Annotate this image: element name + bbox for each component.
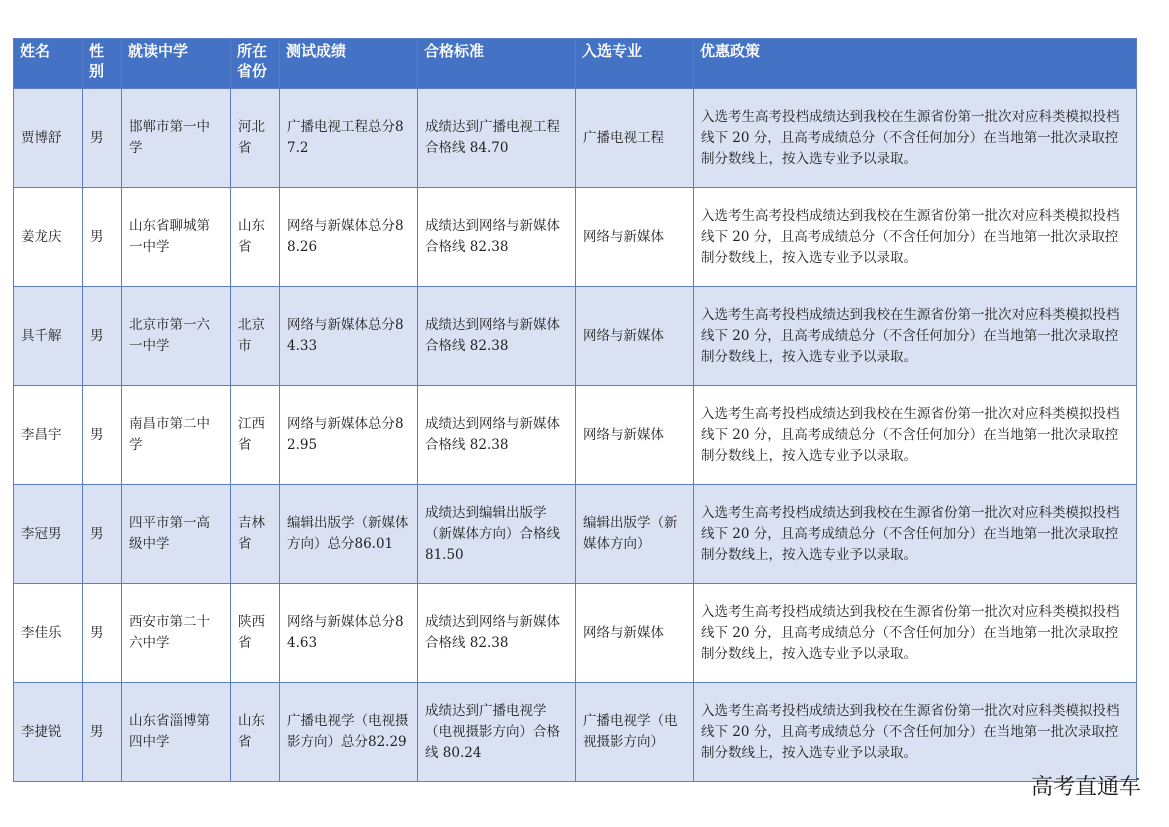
cell-test-score: 网络与新媒体总分88.26 — [280, 188, 418, 287]
table-row — [14, 287, 1137, 386]
cell-qualification: 成绩达到网络与新媒体合格线 82.38 — [418, 287, 576, 386]
cell-province: 北京市 — [231, 287, 280, 386]
cell-qualification: 成绩达到网络与新媒体合格线 82.38 — [418, 188, 576, 287]
cell-test-score: 编辑出版学（新媒体方向）总分86.01 — [280, 485, 418, 584]
cell-qualification: 成绩达到广播电视学（电视摄影方向）合格线 80.24 — [418, 683, 576, 782]
cell-qualification: 成绩达到广播电视工程合格线 84.70 — [418, 89, 576, 188]
cell-province: 山东省 — [231, 188, 280, 287]
watermark-text: 高考直通车 — [1030, 775, 1141, 800]
cell-province: 山东省 — [231, 683, 280, 782]
cell-gender: 男 — [83, 485, 122, 584]
cell-name: 李昌宇 — [14, 386, 83, 485]
cell-qualification: 成绩达到网络与新媒体合格线 82.38 — [418, 386, 576, 485]
cell-school: 四平市第一高级中学 — [122, 485, 231, 584]
cell-test-score: 网络与新媒体总分82.95 — [280, 386, 418, 485]
cell-province: 江西省 — [231, 386, 280, 485]
cell-gender: 男 — [83, 287, 122, 386]
header-gender: 性别 — [83, 39, 122, 89]
cell-school: 北京市第一六一中学 — [122, 287, 231, 386]
cell-qualification: 成绩达到编辑出版学（新媒体方向）合格线 81.50 — [418, 485, 576, 584]
cell-name: 姜龙庆 — [14, 188, 83, 287]
cell-major: 广播电视工程 — [576, 89, 694, 188]
cell-gender: 男 — [83, 386, 122, 485]
cell-school: 山东省聊城第一中学 — [122, 188, 231, 287]
cell-school: 山东省淄博第四中学 — [122, 683, 231, 782]
cell-province: 陕西省 — [231, 584, 280, 683]
header-major: 入选专业 — [576, 39, 694, 89]
cell-name: 贾博舒 — [14, 89, 83, 188]
cell-policy: 入选考生高考投档成绩达到我校在生源省份第一批次对应科类模拟投档线下 20 分，且高考成绩总分（不含任何加分）在当地第一批次录取控制分数线上，按入选专业予以录取。 — [694, 287, 1137, 386]
header-policy: 优惠政策 — [694, 39, 1137, 89]
header-school: 就读中学 — [122, 39, 231, 89]
cell-policy: 入选考生高考投档成绩达到我校在生源省份第一批次对应科类模拟投档线下 20 分，且高考成绩总分（不含任何加分）在当地第一批次录取控制分数线上，按入选专业予以录取。 — [694, 386, 1137, 485]
header-name: 姓名 — [14, 39, 83, 89]
table-row — [14, 89, 1137, 188]
cell-qualification: 成绩达到网络与新媒体合格线 82.38 — [418, 584, 576, 683]
cell-name: 李捷锐 — [14, 683, 83, 782]
cell-policy: 入选考生高考投档成绩达到我校在生源省份第一批次对应科类模拟投档线下 20 分，且高考成绩总分（不含任何加分）在当地第一批次录取控制分数线上，按入选专业予以录取。 — [694, 584, 1137, 683]
cell-name: 李佳乐 — [14, 584, 83, 683]
cell-major: 网络与新媒体 — [576, 584, 694, 683]
cell-major: 网络与新媒体 — [576, 188, 694, 287]
cell-name: 李冠男 — [14, 485, 83, 584]
cell-gender: 男 — [83, 683, 122, 782]
cell-test-score: 广播电视学（电视摄影方向）总分82.29 — [280, 683, 418, 782]
cell-policy: 入选考生高考投档成绩达到我校在生源省份第一批次对应科类模拟投档线下 20 分，且高考成绩总分（不含任何加分）在当地第一批次录取控制分数线上，按入选专业予以录取。 — [694, 89, 1137, 188]
cell-test-score: 网络与新媒体总分84.63 — [280, 584, 418, 683]
header-test-score: 测试成绩 — [280, 39, 418, 89]
cell-province: 河北省 — [231, 89, 280, 188]
cell-major: 网络与新媒体 — [576, 386, 694, 485]
cell-school: 邯郸市第一中学 — [122, 89, 231, 188]
cell-test-score: 广播电视工程总分87.2 — [280, 89, 418, 188]
cell-major: 编辑出版学（新媒体方向） — [576, 485, 694, 584]
cell-policy: 入选考生高考投档成绩达到我校在生源省份第一批次对应科类模拟投档线下 20 分，且高考成绩总分（不含任何加分）在当地第一批次录取控制分数线上，按入选专业予以录取。 — [694, 683, 1137, 782]
cell-school: 西安市第二十六中学 — [122, 584, 231, 683]
cell-name: 具千解 — [14, 287, 83, 386]
table-row — [14, 188, 1137, 287]
cell-gender: 男 — [83, 188, 122, 287]
cell-province: 吉林省 — [231, 485, 280, 584]
cell-test-score: 网络与新媒体总分84.33 — [280, 287, 418, 386]
cell-major: 广播电视学（电视摄影方向） — [576, 683, 694, 782]
header-qualification: 合格标准 — [418, 39, 576, 89]
table-row — [14, 584, 1137, 683]
cell-major: 网络与新媒体 — [576, 287, 694, 386]
cell-school: 南昌市第二中学 — [122, 386, 231, 485]
admission-table — [13, 38, 1137, 782]
cell-policy: 入选考生高考投档成绩达到我校在生源省份第一批次对应科类模拟投档线下 20 分，且高考成绩总分（不含任何加分）在当地第一批次录取控制分数线上，按入选专业予以录取。 — [694, 188, 1137, 287]
cell-policy: 入选考生高考投档成绩达到我校在生源省份第一批次对应科类模拟投档线下 20 分，且高考成绩总分（不含任何加分）在当地第一批次录取控制分数线上，按入选专业予以录取。 — [694, 485, 1137, 584]
cell-gender: 男 — [83, 584, 122, 683]
cell-gender: 男 — [83, 89, 122, 188]
table-row — [14, 386, 1137, 485]
header-province: 所在省份 — [231, 39, 280, 89]
table-row — [14, 683, 1137, 782]
table-row — [14, 485, 1137, 584]
table-header-row — [14, 39, 1137, 89]
